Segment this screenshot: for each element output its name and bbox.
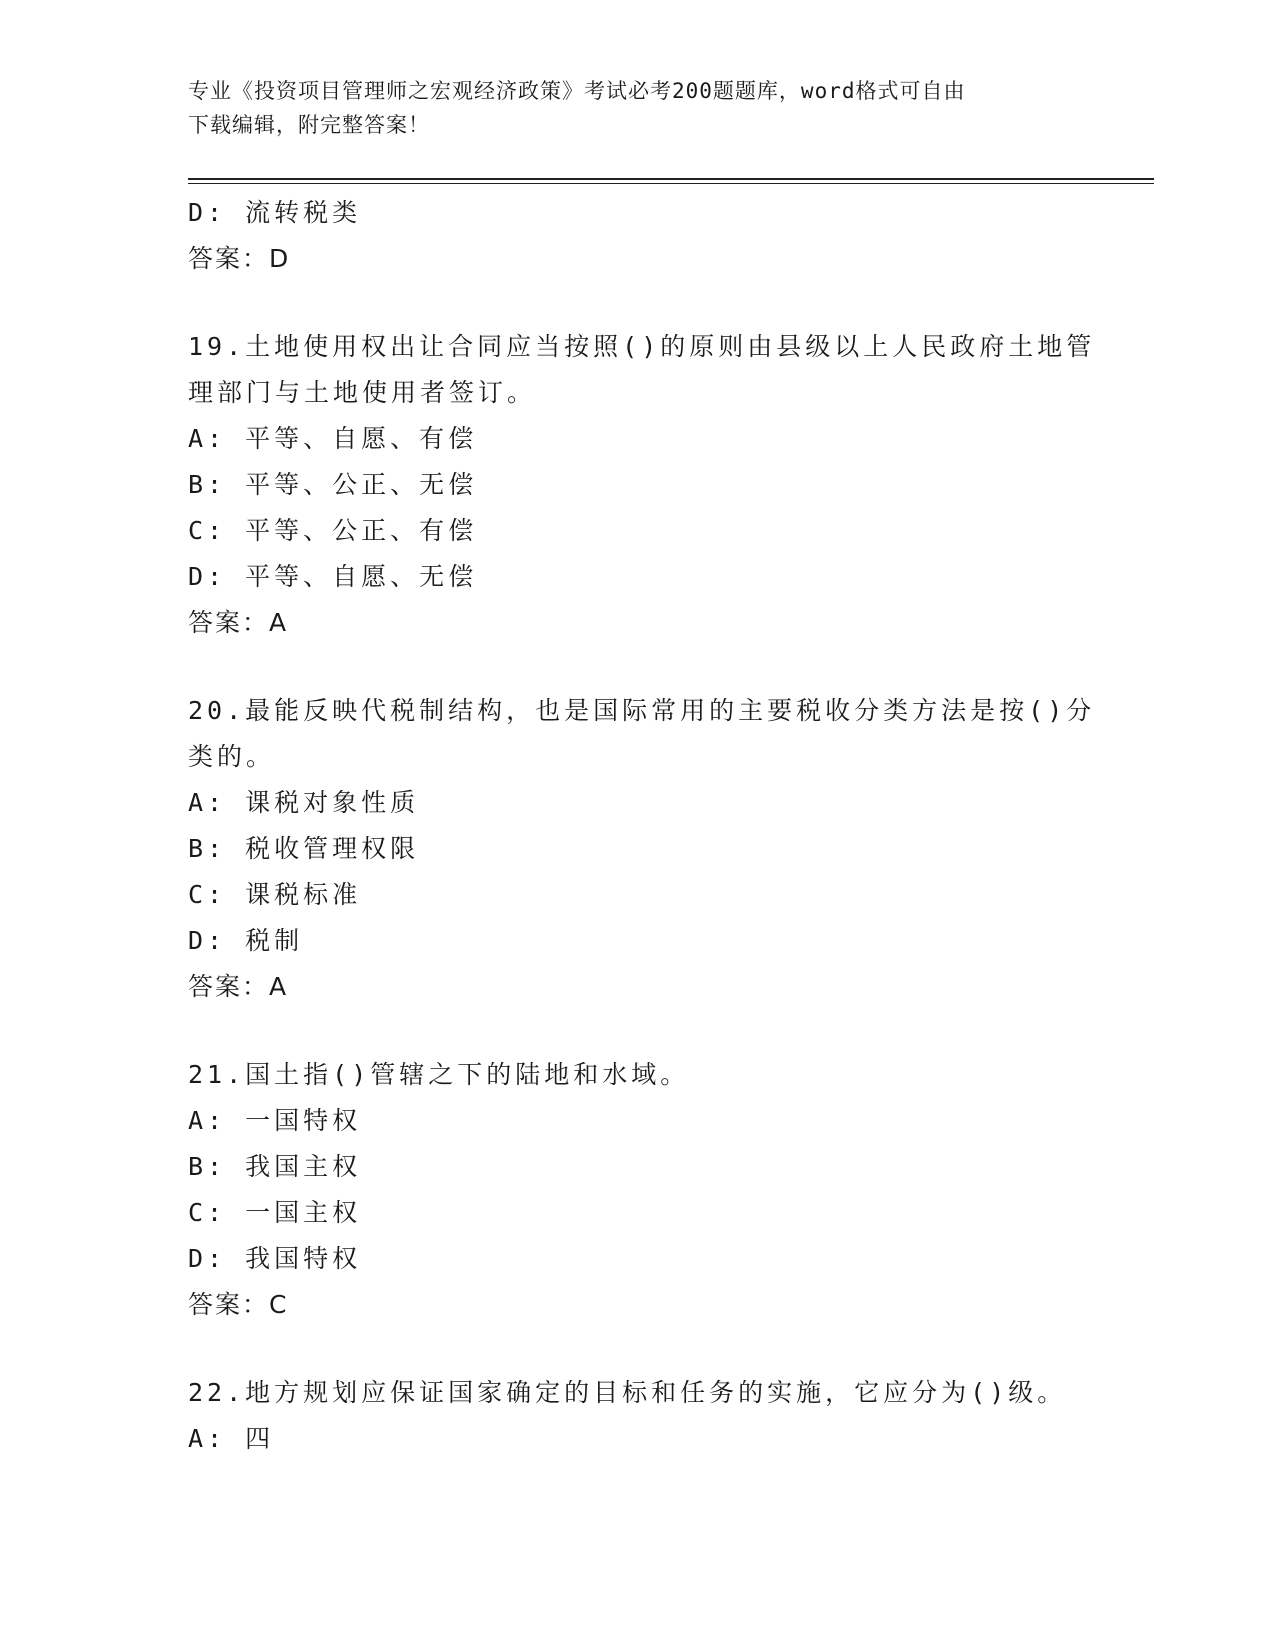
question-21-option-c: C: 一国主权 — [188, 1198, 362, 1227]
question-21-answer: 答案：C — [188, 1290, 289, 1319]
header-divider-thick — [188, 178, 1154, 180]
question-19-option-a: A: 平等、自愿、有偿 — [188, 424, 478, 453]
question-19-option-b: B: 平等、公正、无偿 — [188, 470, 478, 499]
question-22-option-a: A: 四 — [188, 1424, 275, 1453]
document-header — [188, 74, 1068, 142]
question-21-option-a: A: 一国特权 — [188, 1106, 362, 1135]
question-21-option-d: D: 我国特权 — [188, 1244, 362, 1273]
prev-answer: 答案：D — [188, 244, 291, 273]
question-19-answer: 答案：A — [188, 608, 289, 637]
question-21 — [188, 1052, 1088, 1328]
spacer — [188, 1010, 1088, 1052]
spacer — [188, 1328, 1088, 1370]
question-19-text-line-2: 理部门与土地使用者签订。 — [188, 378, 537, 407]
question-content — [188, 190, 1096, 1462]
question-22-text-line-1: 22.地方规划应保证国家确定的目标和任务的实施，它应分为()级。 — [188, 1378, 1067, 1407]
question-20-option-c: C: 课税标准 — [188, 880, 362, 909]
question-20-answer: 答案：A — [188, 972, 289, 1001]
prev-option-d: D: 流转税类 — [188, 198, 362, 227]
question-20 — [188, 688, 1096, 1010]
question-20-option-b: B: 税收管理权限 — [188, 834, 420, 863]
question-19 — [188, 324, 1096, 646]
question-20-option-d: D: 税制 — [188, 926, 304, 955]
header-divider-thin — [188, 183, 1154, 184]
header-line-2: 下载编辑，附完整答案！ — [188, 113, 430, 137]
question-20-text-line-2: 类的。 — [188, 742, 276, 771]
question-21-text-line-1: 21.国土指()管辖之下的陆地和水域。 — [188, 1060, 690, 1089]
question-22 — [188, 1370, 1088, 1462]
header-line-1: 专业《投资项目管理师之宏观经济政策》考试必考200题题库，word格式可自由 — [188, 79, 966, 103]
question-21-option-b: B: 我国主权 — [188, 1152, 362, 1181]
spacer — [188, 646, 1088, 688]
question-19-text-line-1: 19.土地使用权出让合同应当按照()的原则由县级以上人民政府土地管 — [188, 332, 1096, 361]
question-19-option-c: C: 平等、公正、有偿 — [188, 516, 478, 545]
question-20-text-line-1: 20.最能反映代税制结构，也是国际常用的主要税收分类方法是按()分 — [188, 696, 1096, 725]
spacer — [188, 282, 1088, 324]
question-20-option-a: A: 课税对象性质 — [188, 788, 420, 817]
question-19-option-d: D: 平等、自愿、无偿 — [188, 562, 478, 591]
